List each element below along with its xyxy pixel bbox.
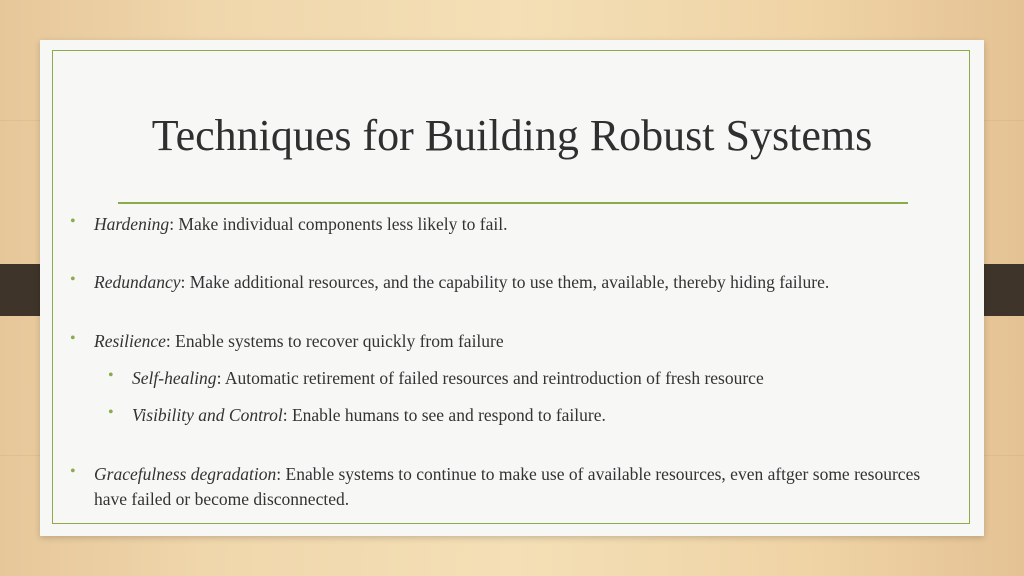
left-tab-decoration xyxy=(0,264,40,316)
sub-bullet-icon: • xyxy=(108,367,114,384)
bullet-icon: • xyxy=(70,463,76,480)
bullet-icon: • xyxy=(70,213,76,230)
bullet-term: Gracefulness degradation xyxy=(94,464,277,484)
bullet-term: Self-healing xyxy=(132,368,217,388)
bullet-term: Redundancy xyxy=(94,272,181,292)
bullet-icon: • xyxy=(70,330,76,347)
bullet-gracefulness xyxy=(94,462,954,512)
bullet-text: : Make additional resources, and the capability to use them, available, thereby hiding failure. xyxy=(180,272,830,292)
bullet-text: : Enable humans to see and respond to failure. xyxy=(282,405,606,425)
bullet-icon: • xyxy=(70,271,76,288)
slide-title: Techniques for Building Robust Systems xyxy=(151,111,873,160)
sub-bullet-visibility xyxy=(132,403,952,428)
bullet-text: : Make individual components less likely to fail. xyxy=(169,214,508,234)
sub-bullet-icon: • xyxy=(108,404,114,421)
bullet-text: : Enable systems to recover quickly from failure xyxy=(165,331,504,351)
bullet-text: : Enable systems to continue to make use of available resources, even aftger some resources have failed or become disconnected. xyxy=(94,464,921,509)
bullet-text: : Automatic retirement of failed resources and reintroduction of fresh resource xyxy=(216,368,764,388)
slide-card xyxy=(40,40,984,536)
bullet-hardening xyxy=(94,212,954,237)
title-divider xyxy=(118,202,908,204)
sub-bullet-self-healing xyxy=(132,366,952,391)
bullet-resilience xyxy=(94,329,954,354)
bullet-term: Hardening xyxy=(94,214,170,234)
bullet-term: Visibility and Control xyxy=(132,405,283,425)
bullet-redundancy xyxy=(94,270,964,295)
bullet-term: Resilience xyxy=(94,331,166,351)
